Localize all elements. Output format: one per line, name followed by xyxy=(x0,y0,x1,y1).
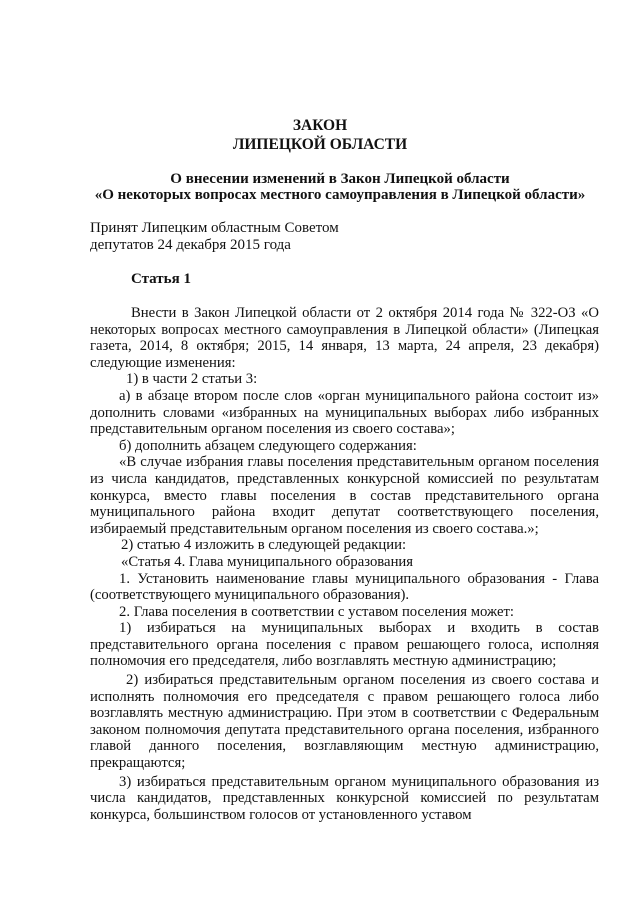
body-paragraph: 1. Установить наименование главы муниципального образования - Глава (соответствующего муниципального образования). xyxy=(90,570,599,604)
law-title-line1: ЗАКОН xyxy=(292,117,348,134)
adoption-note-line2: депутатов 24 декабря 2015 года xyxy=(90,237,291,253)
body-paragraph: б) дополнить абзацем следующего содержания: xyxy=(119,437,417,454)
body-paragraph: «Статья 4. Глава муниципального образования xyxy=(121,553,414,570)
body-paragraph: 2. Глава поселения в соответствии с уставом поселения может: xyxy=(119,603,514,620)
body-paragraph: 2) избираться представительным органом поселения из своего состава и исполнять полномочия его председателя с правом решающего голоса либо возглавлять местную администрацию. При этом в соответствии с Федеральным законом полномочия депутата представительного органа поселения, избранного главой данного поселения, возглавляющим местную администрацию, прекращаются; xyxy=(90,672,599,772)
adoption-note-line1: Принят Липецким областным Советом xyxy=(90,220,339,236)
law-subtitle-line2: «О некоторых вопросах местного самоуправления в Липецкой области» xyxy=(94,187,586,203)
body-paragraph: 2) статью 4 изложить в следующей редакции: xyxy=(121,537,407,554)
body-paragraph: а) в абзаце втором после слов «орган муниципального района состоит из» дополнить словами «избранных на муниципальных выборах либо избранных представительным органом поселения из своего состава»; xyxy=(90,387,599,438)
body-paragraph: Внести в Закон Липецкой области от 2 октября 2014 года № 322-ОЗ «О некоторых вопросах местного самоуправления в Липецкой области» (Липецкая газета, 2014, 8 октября; 2015, 14 января, 13 марта, 24 апреля, 23 декабря) следующие изменения: xyxy=(90,305,599,371)
body-paragraph: 1) избираться на муниципальных выборах и входить в состав представительного органа поселения с правом решающего голоса, исполняя полномочия его председателя, либо возглавлять местную администрацию; xyxy=(90,620,599,670)
law-title-line2: ЛИПЕЦКОЙ ОБЛАСТИ xyxy=(232,136,408,153)
article-body xyxy=(90,305,599,823)
body-paragraph: 1) в части 2 статьи 3: xyxy=(126,371,258,388)
law-subtitle-line1: О внесении изменений в Закон Липецкой области xyxy=(170,171,510,187)
body-paragraph: 3) избираться представительным органом муниципального образования из числа кандидатов, представленных конкурсной комиссией по результатам конкурса, большинством голосов от установленного уставом xyxy=(90,773,599,823)
body-paragraph: «В случае избрания главы поселения представительным органом поселения из числа кандидатов, представленных конкурсной комиссией по результатам конкурса, вместо главы поселения в состав представительного органа муниципального района входит депутат соответствующего поселения, избираемый представительным органом поселения из своего состава.»; xyxy=(90,454,599,537)
article-heading: Статья 1 xyxy=(131,271,191,287)
